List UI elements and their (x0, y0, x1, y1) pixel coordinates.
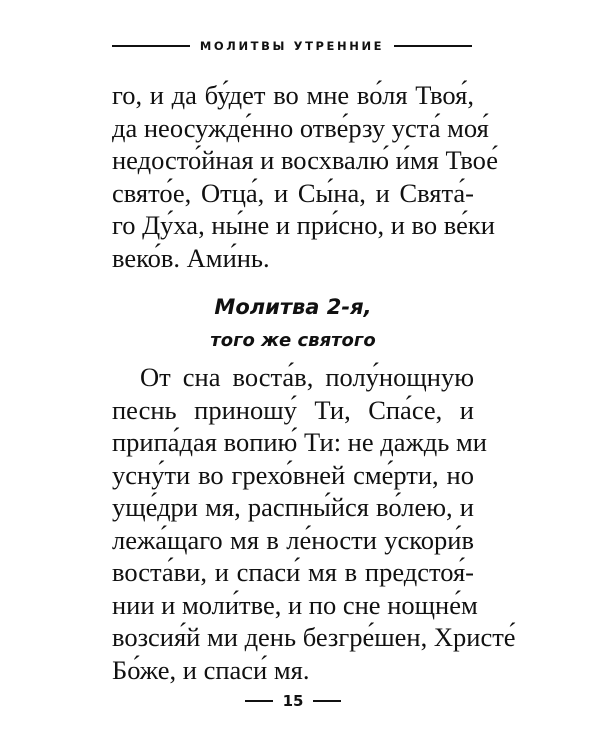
continuation-paragraph (112, 79, 498, 274)
prayer-title: Молитва 2-я, (214, 295, 372, 319)
page-number: 15 (282, 692, 304, 710)
prayer-line: уще́дри мя, распны́йся во́лею, и (112, 492, 474, 522)
prayer-line: песнь приношу́ Ти, Спа́се, и (112, 394, 474, 425)
footer-left-dash (245, 700, 273, 702)
prayer-line: воста́ви, и спаси́ мя в предстоя́- (112, 557, 474, 587)
continuation-line: го Ду́ха, ны́не и при́сно, и во ве́ки (112, 210, 495, 240)
continuation-line: недосто́йная и восхвалю́ и́мя Твое́ (112, 145, 498, 175)
prayer-line: лежа́щаго мя в ле́ности ускори́в (112, 524, 474, 555)
header-right-rule (394, 45, 472, 47)
prayer-subtitle: того же святого (210, 330, 376, 351)
prayer-line: нии и моли́тве, и по сне нощне́м (112, 589, 478, 620)
running-header-title: МОЛИТВЫ УТРЕННИЕ (199, 39, 385, 53)
prayer-line: От сна воста́в, полу́нощную (140, 362, 474, 392)
prayer-paragraph (112, 361, 516, 686)
prayer-line: усну́ти во грехо́вней сме́рти, но (112, 459, 474, 490)
prayer-line: Бо́же, и спаси́ мя. (112, 654, 310, 685)
continuation-line: го, и да бу́дет во мне во́ля Твоя́, (112, 80, 474, 110)
prayer-line: возсия́й ми день безгре́шен, Христе́ (112, 622, 516, 652)
page-footer (240, 690, 346, 712)
continuation-line: да неосужде́нно отве́рзу уста́ моя́ (112, 112, 489, 143)
running-header (112, 36, 472, 56)
continuation-line: свято́е, Отца́, и Сы́на, и Свята́- (112, 177, 474, 208)
header-left-rule (112, 45, 190, 47)
footer-right-dash (313, 700, 341, 702)
continuation-line: веко́в. Ами́нь. (112, 242, 270, 273)
prayer-line: припа́дая вопию́ Ти: не даждь ми (112, 427, 487, 457)
